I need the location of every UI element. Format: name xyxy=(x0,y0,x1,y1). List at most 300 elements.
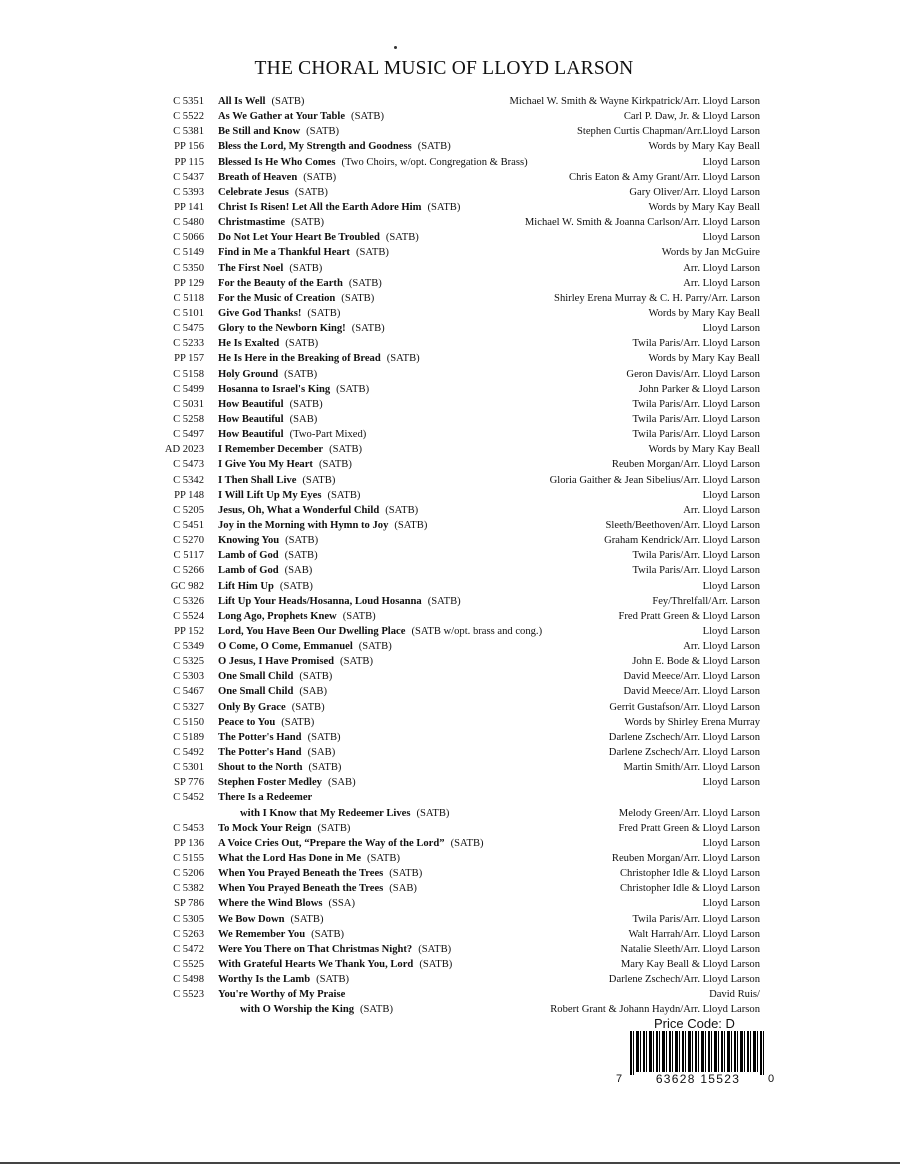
title-cell xyxy=(218,230,419,245)
credit: Darlene Zschech/Arr. Lloyd Larson xyxy=(608,747,760,759)
catalog-code: C 5205 xyxy=(173,504,204,516)
song-title: Glory to the Newborn King! xyxy=(218,323,346,335)
list-item xyxy=(150,730,760,745)
list-item xyxy=(150,124,760,139)
catalog-code: C 5066 xyxy=(173,232,204,244)
credit: Arr. Lloyd Larson xyxy=(683,504,760,516)
title-cell xyxy=(218,639,392,654)
song-title: Stephen Foster Medley xyxy=(218,777,322,789)
catalog-code: SP 776 xyxy=(174,777,204,789)
list-item xyxy=(150,745,760,760)
credit: Reuben Morgan/Arr. Lloyd Larson xyxy=(611,459,760,471)
song-title: Find in Me a Thankful Heart xyxy=(218,247,350,259)
voicing: (SATB) xyxy=(294,186,328,198)
song-title: You're Worthy of My Praise xyxy=(218,989,346,1001)
credit: Stephen Curtis Chapman/Arr.Lloyd Larson xyxy=(576,126,760,138)
credit: David Meece/Arr. Lloyd Larson xyxy=(623,671,760,683)
list-item xyxy=(150,412,760,427)
catalog-code: C 5492 xyxy=(173,747,204,759)
voicing: (SATB) xyxy=(299,671,333,683)
list-item xyxy=(150,533,760,548)
song-title: How Beautiful xyxy=(218,398,284,410)
list-item xyxy=(150,806,760,821)
song-title: Celebrate Jesus xyxy=(218,186,289,198)
list-item xyxy=(150,155,760,170)
list-item xyxy=(150,321,760,336)
list-item xyxy=(150,367,760,382)
voicing: (SATB) xyxy=(360,1004,393,1016)
voicing: (SATB) xyxy=(427,201,461,213)
list-item xyxy=(150,942,760,957)
list-item xyxy=(150,654,760,669)
song-title: Long Ago, Prophets Knew xyxy=(218,610,337,622)
credit: Words by Mary Kay Beall xyxy=(648,353,760,365)
song-title: Christ Is Risen! Let All the Earth Adore Him xyxy=(218,201,422,213)
voicing: (SATB) xyxy=(348,277,382,289)
catalog-code: C 5327 xyxy=(173,701,204,713)
title-cell xyxy=(218,896,355,911)
list-item xyxy=(150,503,760,518)
credit: Lloyd Larson xyxy=(702,777,760,789)
list-item xyxy=(150,548,760,563)
song-title: Give God Thanks! xyxy=(218,307,302,319)
title-cell xyxy=(218,109,384,124)
list-item xyxy=(150,866,760,881)
credit: Lloyd Larson xyxy=(702,580,760,592)
list-item xyxy=(150,170,760,185)
credit: Michael W. Smith & Joanna Carlson/Arr. Lloyd Larson xyxy=(524,217,760,229)
title-cell xyxy=(218,881,417,896)
song-title: We Remember You xyxy=(218,928,306,940)
voicing: (Two-Part Mixed) xyxy=(289,429,367,441)
list-item xyxy=(150,821,760,836)
credit: Mary Kay Beall & Lloyd Larson xyxy=(620,959,760,971)
song-title: He Is Here in the Breaking of Bread xyxy=(218,353,381,365)
list-item xyxy=(150,94,760,109)
catalog-code: C 5233 xyxy=(173,338,204,350)
catalog-code: C 5467 xyxy=(173,686,204,698)
list-item xyxy=(150,684,760,699)
title-cell xyxy=(218,139,451,154)
list-item xyxy=(150,579,760,594)
credit: Christopher Idle & Lloyd Larson xyxy=(619,868,760,880)
catalog-code: C 5523 xyxy=(173,989,204,1001)
song-title: Lamb of God xyxy=(218,565,279,577)
list-item xyxy=(150,397,760,412)
song-title: with I Know that My Redeemer Lives xyxy=(240,807,411,819)
catalog-code: C 5473 xyxy=(173,459,204,471)
song-title: All Is Well xyxy=(218,96,266,107)
catalog-code: C 5453 xyxy=(173,822,204,834)
voicing: (SATB) xyxy=(291,701,325,713)
title-cell xyxy=(218,760,341,775)
voicing: (SATB) xyxy=(284,368,318,380)
song-title: One Small Child xyxy=(218,686,294,698)
catalog-code: C 5475 xyxy=(173,323,204,335)
title-cell xyxy=(218,336,318,351)
credit: John Parker & Lloyd Larson xyxy=(638,383,760,395)
credit: Lloyd Larson xyxy=(702,837,760,849)
title-cell xyxy=(218,790,312,805)
song-title: The First Noel xyxy=(218,262,284,274)
credit: Shirley Erena Murray & C. H. Parry/Arr. Larson xyxy=(554,292,760,304)
voicing: (SATB) xyxy=(386,353,420,365)
voicing: (Two Choirs, w/opt. Congregation & Brass) xyxy=(341,156,528,168)
credit: Arr. Lloyd Larson xyxy=(683,277,760,289)
song-title: O Jesus, I Have Promised xyxy=(218,656,335,668)
voicing: (SATB) xyxy=(418,943,452,955)
credit: Lloyd Larson xyxy=(702,625,760,637)
title-cell xyxy=(218,397,323,412)
voicing: (SATB) xyxy=(327,489,361,501)
title-cell xyxy=(218,457,352,472)
voicing: (SATB) xyxy=(329,444,363,456)
song-title: The Potter's Hand xyxy=(218,747,302,759)
credit: Words by Mary Kay Beall xyxy=(648,444,760,456)
voicing: (SATB) xyxy=(308,762,342,774)
catalog-code: AD 2023 xyxy=(164,444,204,456)
title-cell xyxy=(218,185,328,200)
song-title: Christmastime xyxy=(218,217,286,229)
voicing: (SATB) xyxy=(289,398,323,410)
title-cell xyxy=(218,609,376,624)
catalog-code: C 5303 xyxy=(173,671,204,683)
song-title: Blessed Is He Who Comes xyxy=(218,156,336,168)
list-item xyxy=(150,261,760,276)
title-cell xyxy=(218,351,420,366)
song-title: Joy in the Morning with Hymn to Joy xyxy=(218,519,389,531)
song-title: Shout to the North xyxy=(218,762,303,774)
list-item xyxy=(150,442,760,457)
list-item xyxy=(150,473,760,488)
voicing: (SATB) xyxy=(340,656,374,668)
list-item xyxy=(150,972,760,987)
title-cell xyxy=(218,291,374,306)
title-cell xyxy=(218,170,336,185)
catalog-code: C 5393 xyxy=(173,186,204,198)
list-item xyxy=(150,351,760,366)
catalog-code: C 5149 xyxy=(173,247,204,259)
page-title: THE CHORAL MUSIC OF LLOYD LARSON xyxy=(254,58,634,79)
song-title: with O Worship the King xyxy=(240,1004,355,1016)
title-cell xyxy=(218,261,322,276)
song-title: What the Lord Has Done in Me xyxy=(218,853,362,865)
credit: Words by Mary Kay Beall xyxy=(648,141,760,153)
title-cell xyxy=(218,518,427,533)
list-item xyxy=(150,427,760,442)
title-cell xyxy=(218,594,461,609)
voicing: (SATB) xyxy=(307,731,341,743)
credit: Lloyd Larson xyxy=(702,489,760,501)
credit: Fred Pratt Green & Lloyd Larson xyxy=(618,822,760,834)
voicing: (SATB) xyxy=(316,974,350,986)
catalog-code: C 5480 xyxy=(173,217,204,229)
voicing: (SATB) xyxy=(336,383,370,395)
voicing: (SATB) xyxy=(281,716,315,728)
voicing: (SATB) xyxy=(279,580,313,592)
credit: Darlene Zschech/Arr. Lloyd Larson xyxy=(608,731,760,743)
voicing: (SATB) xyxy=(385,504,419,516)
catalog-code: C 5497 xyxy=(173,429,204,441)
catalog-code: PP 157 xyxy=(174,353,204,365)
credit: Geron Davis/Arr. Lloyd Larson xyxy=(626,368,760,380)
voicing: (SAB) xyxy=(389,883,417,895)
voicing: (SATB) xyxy=(284,550,318,562)
title-cell xyxy=(218,866,422,881)
catalog-code: C 5350 xyxy=(173,262,204,274)
credit: Lloyd Larson xyxy=(702,232,760,244)
voicing: (SATB w/opt. brass and cong.) xyxy=(411,625,543,637)
credit: Arr. Lloyd Larson xyxy=(683,262,760,274)
catalog-code: SP 786 xyxy=(174,898,204,910)
title-cell xyxy=(218,548,318,563)
list-item xyxy=(150,851,760,866)
choral-music-list xyxy=(150,94,760,1018)
song-title: Only By Grace xyxy=(218,701,286,713)
catalog-code: PP 156 xyxy=(174,141,204,153)
list-item xyxy=(150,139,760,154)
title-cell xyxy=(218,306,340,321)
song-title: With Grateful Hearts We Thank You, Lord xyxy=(218,959,414,971)
voicing: (SATB) xyxy=(450,837,484,849)
list-item xyxy=(150,760,760,775)
song-title: Do Not Let Your Heart Be Troubled xyxy=(218,232,380,244)
barcode-right-digit: 0 xyxy=(768,1073,775,1085)
list-item xyxy=(150,987,760,1002)
title-cell xyxy=(218,488,360,503)
catalog-code: C 5499 xyxy=(173,383,204,395)
barcode-left-digit: 7 xyxy=(616,1073,623,1085)
catalog-code: C 5189 xyxy=(173,731,204,743)
price-code: Price Code: D xyxy=(654,1016,735,1031)
list-item xyxy=(150,230,760,245)
song-title: O Come, O Come, Emmanuel xyxy=(218,641,353,653)
song-title: Bless the Lord, My Strength and Goodness xyxy=(218,141,412,153)
catalog-code: C 5206 xyxy=(173,868,204,880)
catalog-code: C 5342 xyxy=(173,474,204,486)
title-cell xyxy=(218,669,332,684)
title-cell xyxy=(218,684,327,699)
title-cell xyxy=(218,927,344,942)
catalog-code: PP 141 xyxy=(174,201,204,213)
voicing: (SATB) xyxy=(306,126,340,138)
voicing: (SATB) xyxy=(351,323,385,335)
song-title: For the Beauty of the Earth xyxy=(218,277,343,289)
list-item xyxy=(150,518,760,533)
song-title: When You Prayed Beneath the Trees xyxy=(218,868,384,880)
list-item xyxy=(150,382,760,397)
catalog-code: C 5266 xyxy=(173,565,204,577)
song-title: How Beautiful xyxy=(218,413,284,425)
catalog-code: C 5437 xyxy=(173,171,204,183)
title-cell xyxy=(218,563,312,578)
credit: Arr. Lloyd Larson xyxy=(683,641,760,653)
list-item xyxy=(150,896,760,911)
credit: Words by Mary Kay Beall xyxy=(648,307,760,319)
title-cell xyxy=(218,836,484,851)
list-item xyxy=(150,594,760,609)
song-title: How Beautiful xyxy=(218,429,284,441)
credit: Darlene Zschech/Arr. Lloyd Larson xyxy=(608,974,760,986)
catalog-code: C 5351 xyxy=(173,96,204,107)
voicing: (SATB) xyxy=(303,171,337,183)
credit: Twila Paris/Arr. Lloyd Larson xyxy=(632,413,760,425)
title-cell xyxy=(218,442,362,457)
credit: Gerrit Gustafson/Arr. Lloyd Larson xyxy=(609,701,760,713)
song-title: I Then Shall Live xyxy=(218,474,297,486)
credit: John E. Bode & Lloyd Larson xyxy=(632,656,760,668)
song-title: I Will Lift Up My Eyes xyxy=(218,489,322,501)
credit: Lloyd Larson xyxy=(702,898,760,910)
voicing: (SATB) xyxy=(318,459,352,471)
catalog-code: C 5305 xyxy=(173,913,204,925)
catalog-code: PP 129 xyxy=(174,277,204,289)
title-cell xyxy=(218,276,382,291)
list-item xyxy=(150,775,760,790)
catalog-code: C 5101 xyxy=(173,307,204,319)
list-item xyxy=(150,609,760,624)
song-title: There Is a Redeemer xyxy=(218,792,313,804)
list-item xyxy=(150,488,760,503)
credit: Twila Paris/Arr. Lloyd Larson xyxy=(632,565,760,577)
catalog-code: C 5118 xyxy=(173,292,204,304)
title-cell xyxy=(218,987,345,1002)
list-item xyxy=(150,700,760,715)
song-title: We Bow Down xyxy=(218,913,285,925)
title-cell xyxy=(218,382,369,397)
list-item xyxy=(150,109,760,124)
catalog-code: C 5031 xyxy=(173,398,204,410)
voicing: (SATB) xyxy=(342,610,376,622)
catalog-code: C 5158 xyxy=(173,368,204,380)
credit: Melody Green/Arr. Lloyd Larson xyxy=(618,807,760,819)
voicing: (SATB) xyxy=(317,822,351,834)
title-cell xyxy=(218,200,460,215)
title-cell xyxy=(218,321,385,336)
barcode xyxy=(616,1031,776,1091)
list-item xyxy=(150,927,760,942)
list-item xyxy=(150,457,760,472)
title-cell xyxy=(218,957,452,972)
credit: Michael W. Smith & Wayne Kirkpatrick/Arr. Lloyd Larson xyxy=(509,96,760,107)
voicing: (SAB) xyxy=(299,686,328,698)
title-cell xyxy=(240,1002,393,1017)
list-item xyxy=(150,336,760,351)
title-cell xyxy=(218,427,366,442)
barcode-bars xyxy=(630,1031,764,1075)
title-cell xyxy=(218,821,350,836)
credit: Chris Eaton & Amy Grant/Arr. Lloyd Larson xyxy=(569,171,760,183)
catalog-code: C 5381 xyxy=(173,126,204,138)
catalog-code: C 5524 xyxy=(173,610,204,622)
catalog-code: C 5522 xyxy=(173,111,204,123)
title-cell xyxy=(218,715,314,730)
song-title: I Give You My Heart xyxy=(218,459,313,471)
credit: Twila Paris/Arr. Lloyd Larson xyxy=(632,550,760,562)
catalog-code: C 5349 xyxy=(173,641,204,653)
voicing: (SATB) xyxy=(427,595,461,607)
catalog-code: C 5150 xyxy=(173,716,204,728)
catalog-code: GC 982 xyxy=(170,580,204,592)
title-cell xyxy=(218,245,389,260)
song-title: Lift Him Up xyxy=(218,580,274,592)
credit: Twila Paris/Arr. Lloyd Larson xyxy=(632,429,760,441)
song-title: Were You There on That Christmas Night? xyxy=(218,943,413,955)
voicing: (SAB) xyxy=(307,747,336,759)
catalog-code: PP 136 xyxy=(174,837,204,849)
voicing: (SATB) xyxy=(271,96,305,107)
song-title: Lord, You Have Been Our Dwelling Place xyxy=(218,625,406,637)
song-title: To Mock Your Reign xyxy=(218,822,312,834)
voicing: (SATB) xyxy=(291,217,325,229)
song-title: The Potter's Hand xyxy=(218,731,302,743)
voicing: (SATB) xyxy=(307,307,341,319)
list-item xyxy=(150,215,760,230)
voicing: (SATB) xyxy=(417,141,451,153)
list-item xyxy=(150,836,760,851)
title-cell xyxy=(218,124,339,139)
title-cell xyxy=(218,367,317,382)
catalog-code: C 5451 xyxy=(173,519,204,531)
voicing: (SATB) xyxy=(358,641,392,653)
catalog-code: C 5525 xyxy=(173,959,204,971)
title-cell xyxy=(218,700,325,715)
song-title: Lamb of God xyxy=(218,550,279,562)
title-cell xyxy=(218,503,418,518)
catalog-code: C 5472 xyxy=(173,943,204,955)
song-title: Where the Wind Blows xyxy=(218,898,323,910)
list-item xyxy=(150,624,760,639)
credit: Fred Pratt Green & Lloyd Larson xyxy=(618,610,760,622)
credit: Twila Paris/Arr. Lloyd Larson xyxy=(632,913,760,925)
catalog-code: C 5155 xyxy=(173,853,204,865)
song-title: Jesus, Oh, What a Wonderful Child xyxy=(218,504,380,516)
song-title: As We Gather at Your Table xyxy=(218,111,346,123)
title-cell xyxy=(218,579,313,594)
title-cell xyxy=(218,94,304,109)
song-title: One Small Child xyxy=(218,671,294,683)
credit: Graham Kendrick/Arr. Lloyd Larson xyxy=(604,535,760,547)
title-cell xyxy=(218,745,335,760)
credit: Walt Harrah/Arr. Lloyd Larson xyxy=(628,928,760,940)
catalog-code: C 5498 xyxy=(173,974,204,986)
song-title: He Is Exalted xyxy=(218,338,280,350)
title-cell xyxy=(218,473,335,488)
voicing: (SAB) xyxy=(327,777,356,789)
credit: Natalie Sleeth/Arr. Lloyd Larson xyxy=(620,943,760,955)
voicing: (SATB) xyxy=(367,853,400,865)
title-cell xyxy=(218,654,373,669)
voicing: (SSA) xyxy=(328,898,355,910)
credit: Robert Grant & Johann Haydn/Arr. Lloyd Larson xyxy=(550,1004,760,1016)
voicing: (SATB) xyxy=(351,111,385,123)
voicing: (SATB) xyxy=(285,535,319,547)
list-item xyxy=(150,669,760,684)
credit: Christopher Idle & Lloyd Larson xyxy=(619,883,760,895)
credit: Twila Paris/Arr. Lloyd Larson xyxy=(632,338,760,350)
credit: Fey/Threlfall/Arr. Larson xyxy=(652,595,760,607)
title-cell xyxy=(218,942,451,957)
list-item xyxy=(150,912,760,927)
title-cell xyxy=(218,775,356,790)
list-item xyxy=(150,563,760,578)
voicing: (SAB) xyxy=(284,565,313,577)
catalog-code: C 5382 xyxy=(173,883,204,895)
catalog-code: C 5263 xyxy=(173,928,204,940)
voicing: (SATB) xyxy=(290,913,324,925)
credit: Sleeth/Beethoven/Arr. Lloyd Larson xyxy=(605,519,760,531)
list-item xyxy=(150,245,760,260)
